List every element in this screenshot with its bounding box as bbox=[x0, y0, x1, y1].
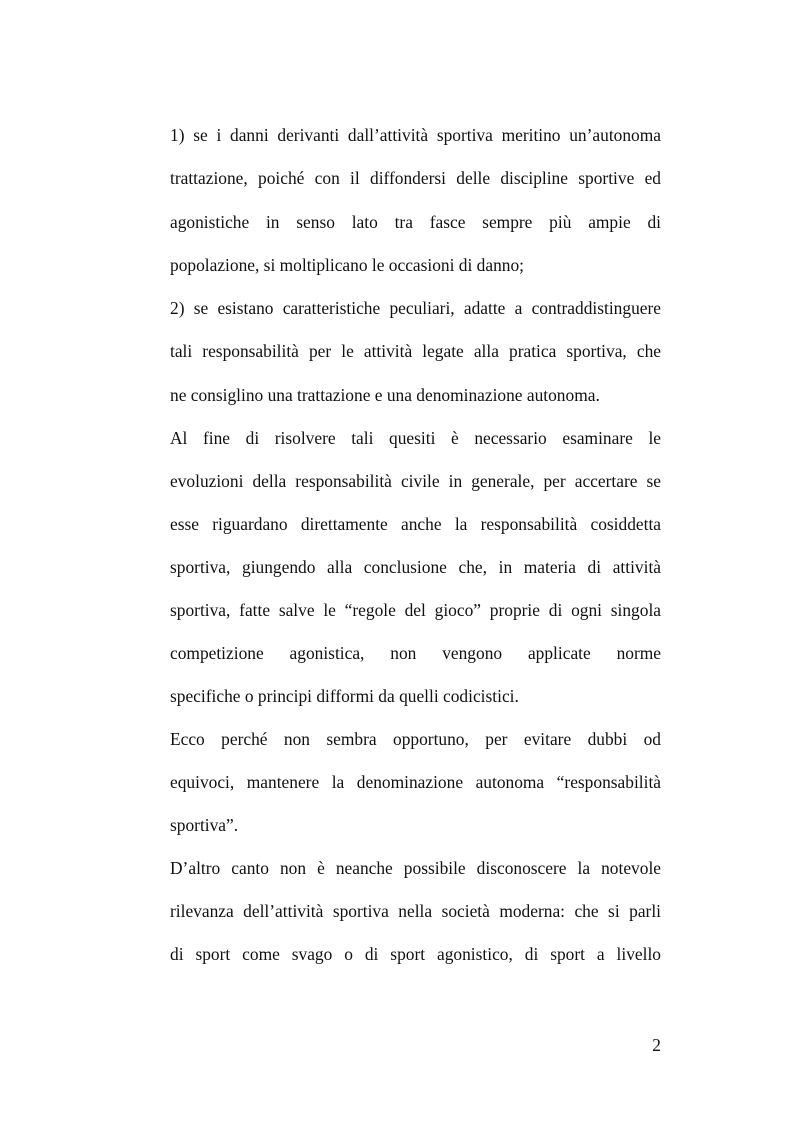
text-line: evoluzioni della responsabilità civile in generale, per accertare se bbox=[170, 471, 661, 491]
text-line: ne consiglino una trattazione e una denominazione autonoma. bbox=[170, 385, 600, 405]
text-line: Ecco perché non sembra opportuno, per evitare dubbi od bbox=[170, 729, 661, 749]
text-line: competizione agonistica, non vengono applicate norme bbox=[170, 643, 661, 663]
text-line: sportiva”. bbox=[170, 815, 239, 835]
text-line: equivoci, mantenere la denominazione autonoma “responsabilità bbox=[170, 772, 661, 792]
text-line: agonistiche in senso lato tra fasce sempre più ampie di bbox=[170, 212, 661, 232]
text-line: trattazione, poiché con il diffondersi delle discipline sportive ed bbox=[170, 168, 661, 188]
text-line: di sport come svago o di sport agonistico, di sport a livello bbox=[170, 944, 661, 964]
text-line: esse riguardano direttamente anche la responsabilità cosiddetta bbox=[170, 514, 661, 534]
text-line: 1) se i danni derivanti dall’attività sportiva meritino un’autonoma bbox=[170, 125, 661, 145]
text-line: popolazione, si moltiplicano le occasioni di danno; bbox=[170, 255, 525, 275]
text-line: tali responsabilità per le attività legate alla pratica sportiva, che bbox=[170, 341, 661, 361]
text-line: 2) se esistano caratteristiche peculiari, adatte a contraddistinguere bbox=[170, 298, 661, 318]
text-line: specifiche o principi difformi da quelli codicistici. bbox=[170, 686, 519, 706]
text-line: rilevanza dell’attività sportiva nella società moderna: che si parli bbox=[170, 901, 661, 921]
text-line: sportiva, giungendo alla conclusione che, in materia di attività bbox=[170, 557, 661, 577]
page-number: 2 bbox=[652, 1035, 661, 1055]
text-line: Al fine di risolvere tali quesiti è necessario esaminare le bbox=[170, 428, 661, 448]
text-line: sportiva, fatte salve le “regole del gioco” proprie di ogni singola bbox=[170, 600, 661, 620]
text-line: D’altro canto non è neanche possibile disconoscere la notevole bbox=[170, 858, 661, 878]
